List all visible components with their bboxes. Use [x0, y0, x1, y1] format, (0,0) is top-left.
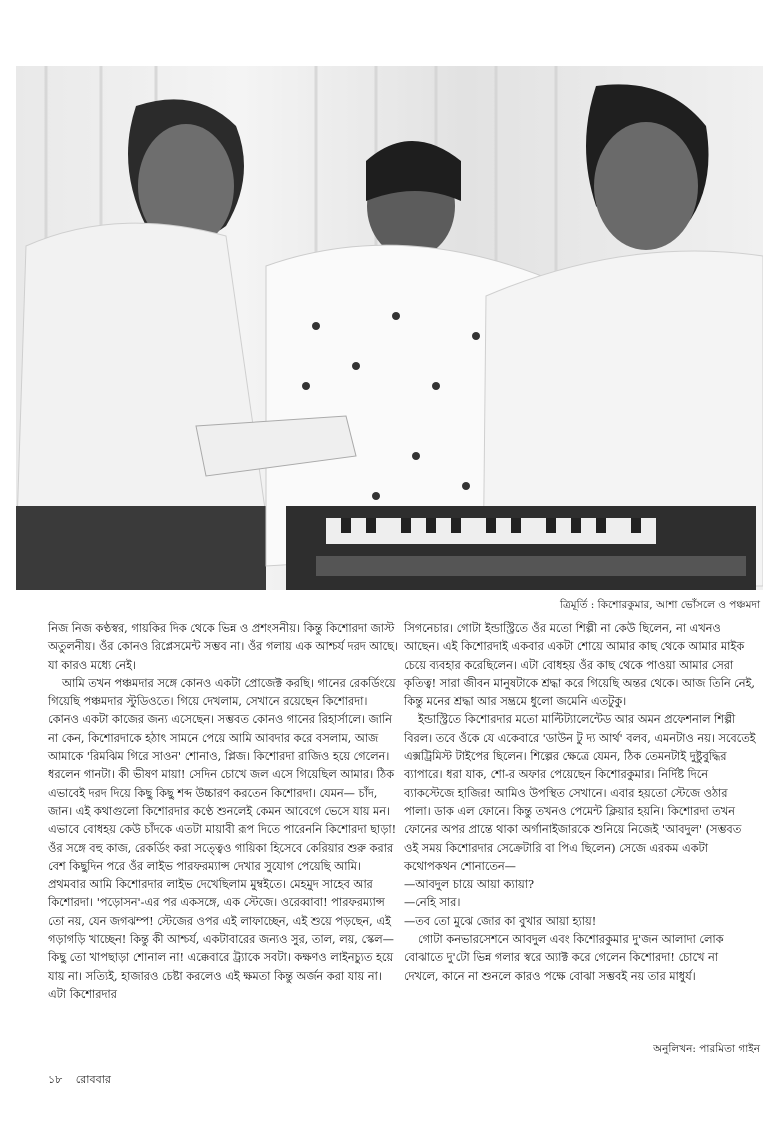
paragraph: গোটা কনভারসেশনে আবদুল এবং কিশোরকুমার দু'জন আলাদা লোক বোঝাতে দু'টো ভিন্ন গলার স্বরে অ্যাক্ট করে গেলেন কিশোরদা! চোখে না দেখলে, কানে না শুনলে কারও পক্ষে বোঝা সম্ভবই নয় তার মাধুর্য। — [404, 933, 724, 983]
harmonium — [286, 506, 756, 590]
photo-illustration — [16, 66, 763, 590]
photo — [16, 66, 763, 590]
dialogue-line: —নেহি সার। — [404, 896, 461, 910]
photo-caption: ত্রিমূর্তি : কিশোরকুমার, আশা ভোঁসলে ও পঞ্চমদা — [560, 599, 760, 611]
dialogue-line: —তব তো মুঝে জোর কা বুখার আয়া হ্যায়! — [404, 914, 597, 928]
paragraph: আমি তখন পঞ্চমদার সঙ্গে কোনও একটা প্রোজেক্ট করছি। গানের রেকর্ডিংয়ে গিয়েছি পঞ্চমদার স্টুডিওতে। গিয়ে দেখলাম, সেখানে রয়েছেন কিশোরদা। কোনও একটা কাজের জন্য এসেছেন। সম্ভবত কোনও গানের রিহার্সালে। জানি না কেন, কিশোরদাকে হঠাৎ সামনে পেয়ে আমি আবদার করে বসলাম, আজ আমাকে 'রিমঝিম গিরে সাওন' শোনাও, প্লিজ। কিশোরদা রাজিও হয়ে গেলেন। ধরলেন গানটা। কী ভীষণ মায়া! সেদিন চোখে জল এসে গিয়েছিল আমার। ঠিক এভাবেই দরদ দিয়ে কিছু কিছু শব্দ উচ্চারণ করতেন কিশোরদা। যেমন— চাঁদ, জান। এই কথাগুলো কিশোরদার কণ্ঠে শুনলেই কেমন আবেগে ভেসে যায় মন। এভাবে বোধহয় কেউ চাঁদকে এতটা মায়াবী রূপ দিতে পারেননি কিশোরদা ছাড়া! ওঁর সঙ্গে বহু কাজ, রেকর্ডিং করা সত্ত্বেও গায়িকা হিসেবে কেরিয়ার শুরু করার বেশ কিছুদিন পরে ওঁর লাইভ পারফরম্যান্স দেখার সুযোগ পেয়েছি আমি। প্রথমবার আমি কিশোরদার লাইভ দেখেছিলাম মুম্বইতে। মেহমুদ সাহেব আর কিশোরদা। 'পড়োসন'-এর পর একসঙ্গে, এক স্টেজে। ওরেব্বাবা! পারফরম্যান্স তো নয়, যেন জগঝম্প! স্টেজের ওপর এই লাফাচ্ছেন, এই শুয়ে পড়ছেন, এই গড়াগড়ি খাচ্ছেন! কিন্তু কী আশ্চর্য, একটাবারের জন্যও সুর, তাল, লয়, স্কেল— কিছু তো খাপছাড়া শোনাল না! এক্কেবারে ট্র্যাকে সবটা। কক্ষণও লাইনচ্যুত হয়ে যায় না। সত্যিই, হাজারও চেষ্টা করলেও এই ক্ষমতা কিন্তু অর্জন করা যায় না। এটা কিশোরদার — [48, 676, 397, 1001]
paragraph: ইন্ডাস্ট্রিতে কিশোরদার মতো মাল্টিট্যালেন্টেড আর অমন প্রফেশনাল শিল্পী বিরল। তবে ওঁকে যে একেবারে 'ডাউন টু দ্য আর্থ' বলব, এমনটাও নয়। সবেতেই এক্সট্রিমিস্ট টাইপের ছিলেন। শিল্পের ক্ষেত্রে যেমন, ঠিক তেমনটাই দুষ্টুবুদ্ধির ব্যাপারে। ধরা যাক, শো-র অফার পেয়েছেন কিশোরকুমার। নির্দিষ্ট দিনে ব্যাকস্টেজে হাজির! আমিও উপস্থিত সেখানে। এবার হয়তো স্টেজে ওঠার পালা। ডাক এল ফোনে। কিন্তু তখনও পেমেন্ট ক্লিয়ার হয়নি। কিশোরদা তখন ফোনের অপর প্রান্তে থাকা অর্গানাইজারকে শুনিয়ে নিজেই 'আবদুল' (সম্ভবত ওই সময় কিশোরদার সেক্রেটারি বা পিএ ছিলেন) সেজে এরকম একটা কথোপকথন শোনাতেন— — [404, 713, 756, 873]
dialogue-line: —আবদুল চায়ে আয়া ক্যায়া? — [404, 878, 535, 892]
paragraph: সিগনেচার। গোটা ইন্ডাস্ট্রিতে ওঁর মতো শিল্পী না কেউ ছিলেন, না এখনও আছেন। এই কিশোরদাই একবার একটা শোয়ে আমার কাছ থেকে আমার মাইক চেয়ে ব্যবহার করেছিলেন। এটা বোধহয় ওঁর কাছ থেকে পাওয়া আমার সেরা কৃতিত্ব! সারা জীবন মানুষটাকে শ্রদ্ধা করে গিয়েছি অন্তর থেকে। আজ তিনি নেই, কিন্তু মনের শ্রদ্ধা আর সম্ভ্রমে ধুলো জমেনি এতটুকু। — [404, 622, 755, 709]
magazine-name: রোববার — [75, 1073, 111, 1086]
article-column-left — [48, 620, 400, 1004]
left-person — [16, 99, 266, 590]
page-number: ১৮ — [48, 1073, 63, 1086]
page-footer — [48, 1071, 111, 1090]
author-credit: অনুলিখন: পারমিতা গাইন — [653, 1043, 760, 1055]
paragraph: নিজ নিজ কণ্ঠস্বর, গায়কির দিক থেকে ভিন্ন ও প্রশংসনীয়। কিন্তু কিশোরদা জাস্ট অতুলনীয়। ওঁর কোনও রিপ্লেসমেন্ট সম্ভব না। ওঁর গলায় এক আশ্চর্য দরদ আছে। যা কারও মধ্যে নেই। — [48, 622, 398, 672]
article-column-right — [404, 620, 756, 986]
